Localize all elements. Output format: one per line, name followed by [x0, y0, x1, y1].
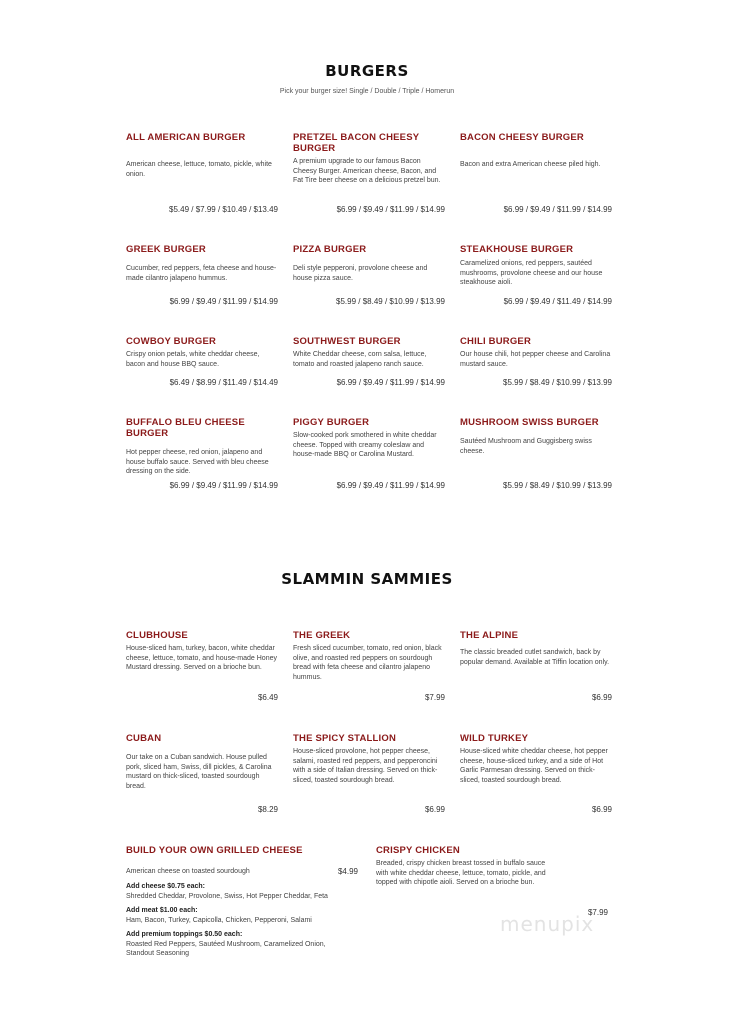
item-description: A premium upgrade to our famous Bacon Cheesy Burger. American cheese, Bacon, and Fat Tire beer cheese on a delicious pretzel bun.: [293, 158, 441, 184]
item-description: Sautéed Mushroom and Guggisberg swiss cheese.: [460, 438, 592, 455]
item-price: $5.99 / $8.49 / $10.99 / $13.99: [503, 378, 612, 387]
add-cheese-label: Add cheese $0.75 each:: [126, 883, 205, 890]
menu-item: [293, 132, 445, 214]
item-price: $7.99: [587, 908, 608, 917]
menu-item: [293, 417, 445, 490]
menu-item: [126, 336, 278, 387]
menupix-watermark: menupix: [500, 912, 595, 936]
item-name: PIZZA BURGER: [293, 244, 367, 255]
item-price: $6.99: [591, 805, 612, 814]
item-name: CLUBHOUSE: [126, 630, 188, 641]
build-base-price: $4.99: [337, 867, 358, 876]
item-description: Breaded, crispy chicken breast tossed in buffalo sauce with white cheddar cheese, lettuce, tomato, pickle, and topped with chipotle aioli. Served on a brioche bun.: [376, 860, 546, 886]
item-description: Slow-cooked pork smothered in white cheddar cheese. Topped with creamy coleslaw and house-made BBQ or Carolina Mustard.: [293, 432, 437, 458]
item-name: THE SPICY STALLION: [293, 733, 397, 744]
menu-item: [126, 417, 278, 490]
menu-item: [376, 845, 608, 917]
item-price: $6.99: [424, 805, 445, 814]
item-price: $6.99 / $9.49 / $11.49 / $14.99: [503, 297, 612, 306]
menu-item: [293, 630, 445, 702]
menu-item: [126, 132, 278, 214]
item-description: Fresh sliced cucumber, tomato, red onion, black olive, and roasted red peppers on sourdough bread with feta cheese and cilantro jalapeno hummus.: [293, 645, 442, 681]
item-name: GREEK BURGER: [126, 244, 206, 255]
item-name: WILD TURKEY: [460, 733, 529, 744]
item-name: PIGGY BURGER: [293, 417, 370, 428]
item-price: $6.99 / $9.49 / $11.99 / $14.99: [336, 481, 445, 490]
item-name: CUBAN: [126, 733, 162, 744]
menu-item: [460, 417, 612, 490]
item-description: Crispy onion petals, white cheddar cheese, bacon and house BBQ sauce.: [126, 351, 260, 368]
item-name: CRISPY CHICKEN: [376, 845, 460, 856]
item-name: THE ALPINE: [460, 630, 519, 641]
menu-item: [460, 244, 612, 306]
item-description: Cucumber, red peppers, feta cheese and house-made cilantro jalapeno hummus.: [126, 265, 277, 282]
item-price: $5.49 / $7.99 / $10.49 / $13.49: [169, 205, 278, 214]
add-meat-list: Ham, Bacon, Turkey, Capicolla, Chicken, Pepperoni, Salami: [126, 916, 312, 924]
item-description: Our take on a Cuban sandwich. House pulled pork, sliced ham, Swiss, dill pickles, & Carolina mustard on thick-sliced, toasted sourdough bread.: [126, 754, 272, 790]
item-name: SOUTHWEST BURGER: [293, 336, 401, 347]
menu-item: [293, 733, 445, 814]
item-description: Bacon and extra American cheese piled high.: [460, 161, 601, 168]
item-name: CHILI BURGER: [460, 336, 532, 347]
item-price: $6.99 / $9.49 / $11.99 / $14.99: [336, 205, 445, 214]
item-price: $6.49 / $8.99 / $11.49 / $14.49: [169, 378, 278, 387]
menu-item: [293, 336, 445, 387]
item-name: STEAKHOUSE BURGER: [460, 244, 574, 255]
item-description: The classic breaded cutlet sandwich, back by popular demand. Available at Tiffin location only.: [460, 649, 610, 666]
menu-item: [460, 336, 612, 387]
menu-item: [126, 733, 278, 814]
item-description: Our house chili, hot pepper cheese and Carolina mustard sauce.: [460, 351, 611, 368]
item-name: MUSHROOM SWISS BURGER: [460, 417, 599, 428]
item-name: ALL AMERICAN BURGER: [126, 132, 246, 143]
sammies-section-title: SLAMMIN SAMMIES: [281, 570, 453, 588]
menu-item: [460, 630, 612, 702]
item-description: White Cheddar cheese, corn salsa, lettuce, tomato and roasted jalapeno ranch sauce.: [293, 351, 427, 368]
burgers-subtitle: Pick your burger size! Single / Double / Triple / Homerun: [279, 88, 455, 95]
menu-item: [126, 244, 278, 306]
item-description: Hot pepper cheese, red onion, jalapeno and house buffalo sauce. Served with bleu cheese dressing on the side.: [126, 449, 269, 475]
menu-item: [293, 244, 445, 306]
item-name: BUILD YOUR OWN GRILLED CHEESE: [126, 845, 303, 856]
item-description: American cheese, lettuce, tomato, pickle, white onion.: [126, 161, 272, 178]
item-price: $6.99 / $9.49 / $11.99 / $14.99: [169, 297, 278, 306]
item-name: COWBOY BURGER: [126, 336, 217, 347]
menu-item: [460, 132, 612, 214]
add-toppings-list: Roasted Red Peppers, Sautéed Mushroom, Caramelized Onion, Standout Seasoning: [126, 940, 326, 957]
menu-item: [126, 630, 278, 702]
item-name: BUFFALO BLEU CHEESE BURGER: [126, 417, 245, 439]
item-price: $6.99: [591, 693, 612, 702]
item-description: House-sliced ham, turkey, bacon, white cheddar cheese, lettuce, tomato, and house-made Honey Mustard dressing. Served on a brioche bun.: [126, 645, 277, 671]
item-price: $6.49: [257, 693, 278, 702]
item-description: Deli style pepperoni, provolone cheese and house pizza sauce.: [293, 265, 428, 282]
menu-item: [460, 733, 612, 814]
build-your-own-item: [126, 845, 358, 959]
item-price: $8.29: [257, 805, 278, 814]
item-price: $5.99 / $8.49 / $10.99 / $13.99: [503, 481, 612, 490]
item-description: House-sliced provolone, hot pepper cheese, salami, roasted red peppers, and pepperoncini with a side of Italian dressing. Served on thick-sliced, toasted sourdough bread.: [293, 748, 438, 784]
add-meat-label: Add meat $1.00 each:: [126, 907, 198, 914]
item-name: BACON CHEESY BURGER: [460, 132, 584, 143]
item-price: $6.99 / $9.49 / $11.99 / $14.99: [169, 481, 278, 490]
build-base: American cheese on toasted sourdough: [126, 868, 250, 875]
item-price: $7.99: [424, 693, 445, 702]
item-price: $5.99 / $8.49 / $10.99 / $13.99: [336, 297, 445, 306]
item-price: $6.99 / $9.49 / $11.99 / $14.99: [503, 205, 612, 214]
add-cheese-list: Shredded Cheddar, Provolone, Swiss, Hot Pepper Cheddar, Feta: [126, 892, 328, 900]
item-description: House-sliced white cheddar cheese, hot pepper cheese, house-sliced turkey, and a side of Hot Garlic Parmesan dressing. Served on thick-sliced, toasted sourdough bread.: [460, 748, 608, 784]
add-toppings-label: Add premium toppings $0.50 each:: [126, 931, 243, 938]
burgers-section-title: BURGERS: [325, 62, 409, 80]
item-description: Caramelized onions, red peppers, sautéed mushrooms, provolone cheese and our house steakhouse aioli.: [460, 260, 603, 286]
item-name: PRETZEL BACON CHEESY BURGER: [293, 132, 420, 154]
item-price: $6.99 / $9.49 / $11.99 / $14.99: [336, 378, 445, 387]
item-name: THE GREEK: [293, 630, 351, 641]
